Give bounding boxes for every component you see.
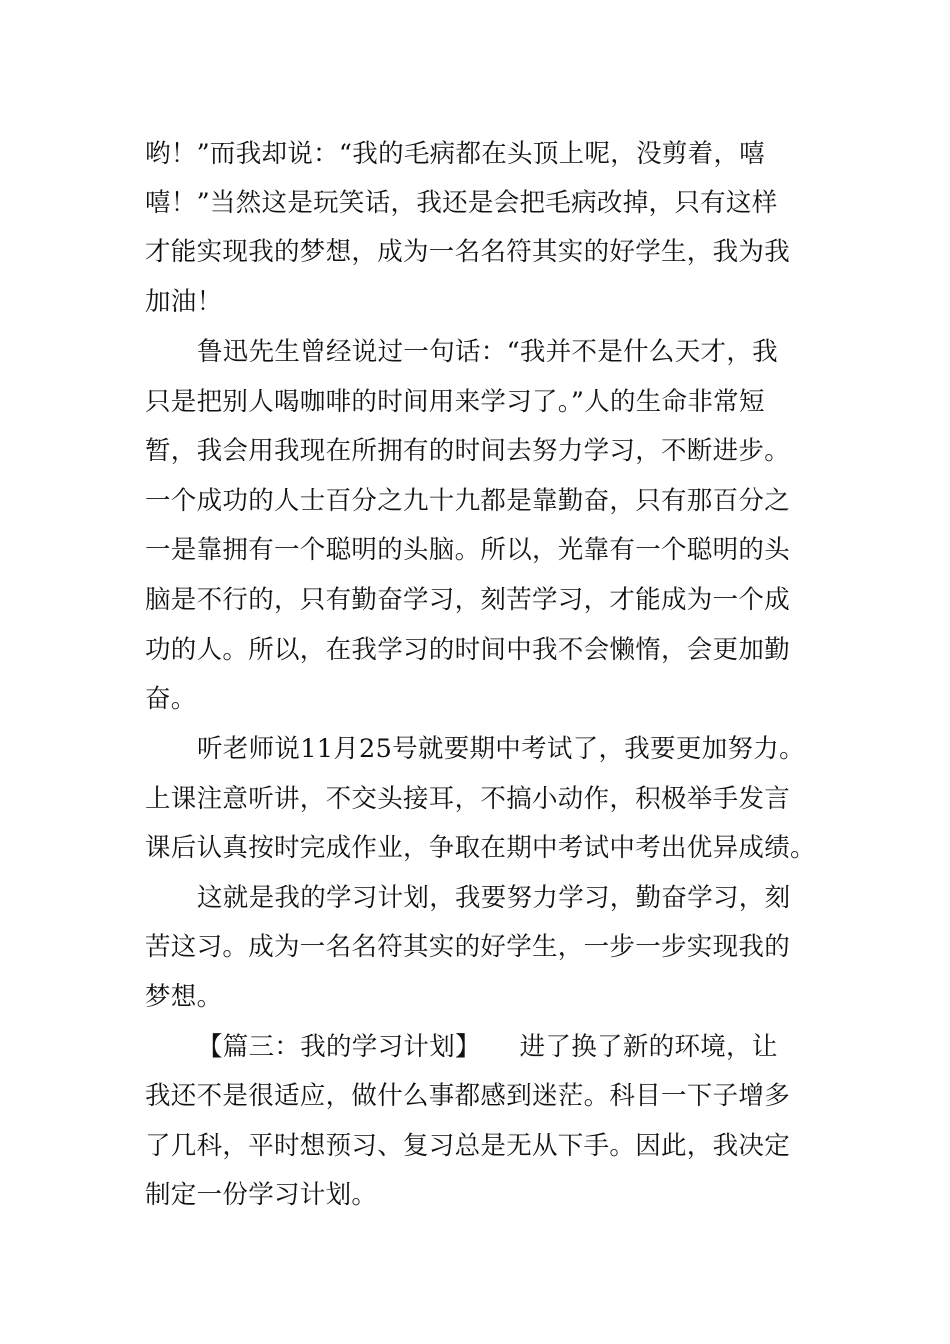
paragraph-first-line: 这就是我的学习计划，我要努力学习，勤奋学习，刻 xyxy=(197,883,791,913)
text-line: 上课注意听讲，不交头接耳，不搞小动作，积极举手发言 xyxy=(145,784,791,814)
text-line: 只是把别人喝咖啡的时间用来学习了。”人的生命非常短 xyxy=(145,387,765,417)
section-heading-line: 【篇三：我的学习计划】 进了换了新的环境，让 xyxy=(197,1032,778,1062)
text-line: 奋。 xyxy=(145,684,197,714)
text-line: 功的人。所以，在我学习的时间中我不会懒惰，会更加勤 xyxy=(145,635,791,665)
paragraph-first-line: 听老师说11月25号就要期中考试了，我要更加努力。 xyxy=(197,734,805,764)
text-line: 梦想。 xyxy=(145,982,223,1012)
text-line: 了几科，平时想预习、复习总是无从下手。因此，我决定 xyxy=(145,1131,791,1161)
text-line: 课后认真按时完成作业，争取在期中考试中考出优异成绩。 xyxy=(145,833,816,863)
paragraph-first-line: 鲁迅先生曾经说过一句话：“我并不是什么天才，我 xyxy=(197,337,778,367)
text-line: 哟！”而我却说：“我的毛病都在头顶上呢，没剪着，嘻 xyxy=(145,139,766,169)
text-line: 一个成功的人士百分之九十九都是靠勤奋，只有那百分之 xyxy=(145,486,791,516)
text-line: 加油！ xyxy=(145,287,223,317)
text-line: 才能实现我的梦想，成为一名名符其实的好学生，我为我 xyxy=(145,237,791,267)
text-line: 脑是不行的，只有勤奋学习，刻苦学习，才能成为一个成 xyxy=(145,585,791,615)
text-line: 制定一份学习计划。 xyxy=(145,1180,378,1210)
text-line: 一是靠拥有一个聪明的头脑。所以，光靠有一个聪明的头 xyxy=(145,535,791,565)
text-line: 暂，我会用我现在所拥有的时间去努力学习，不断进步。 xyxy=(145,436,791,466)
text-line: 嘻！”当然这是玩笑话，我还是会把毛病改掉，只有这样 xyxy=(145,188,778,218)
text-line: 苦这习。成为一名名符其实的好学生，一步一步实现我的 xyxy=(145,932,791,962)
text-line: 我还不是很适应，做什么事都感到迷茫。科目一下子增多 xyxy=(145,1081,791,1111)
